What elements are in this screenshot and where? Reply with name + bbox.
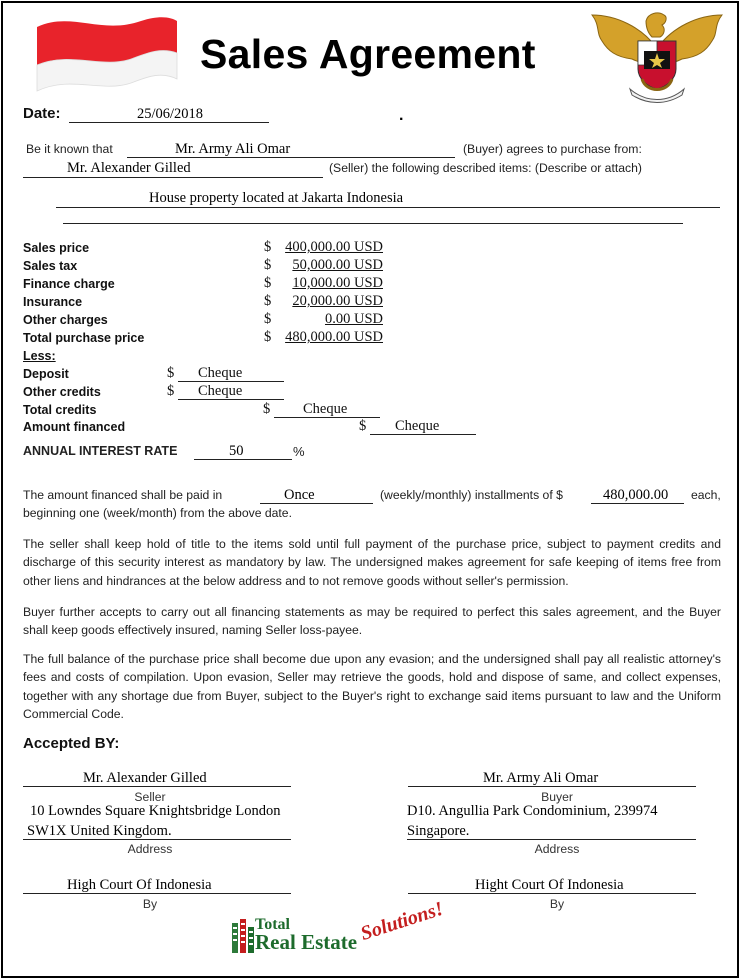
seller-role: Seller [134,790,166,804]
paragraph-financing: Buyer further accepts to carry out all financing statements as may be required to perfect this sales agreement, and the Buyer shall keep goods effectively insured, naming Seller loss-payee. [23,605,721,638]
real-estate-logo [229,897,459,967]
installments-prefix: The amount financed shall be paid in [23,488,223,502]
buyer-by: Hight Court Of Indonesia [475,877,624,893]
cost-label: Total purchase price [23,331,145,345]
paragraph-default: The full balance of the purchase price shall become due upon any evasion; and the undersigned shall pay all realistic attorney's fees and costs of compilation. Upon evasion, Seller may retrieve the goods, hold and dispose of same, and collect expenses, together with any shortage due from Buyer, subject to the Buyer's right to exchange said items pursuant to law and the Uniform Commercial Code. [23,652,721,721]
document-page [1,1,739,978]
cost-amount: 480,000.00 USD [285,329,383,345]
less-label: Less: [23,349,56,363]
cost-amount: 20,000.00 USD [292,293,383,309]
item-line-1 [56,207,720,208]
buyer-address-label: Address [534,842,580,856]
seller-address-line2: SW1X United Kingdom. [27,823,172,839]
date-value: 25/06/2018 [137,106,204,122]
total-credits-value: Cheque [303,401,348,417]
installments-frequency-line [260,503,373,504]
intro-seller-suffix: (Seller) the following described items: (Describe or attach) [329,161,642,175]
total-credits-label: Total credits [23,403,97,417]
indonesia-flag-icon [31,9,181,95]
seller-name: Mr. Alexander Gilled [83,770,207,786]
cost-currency: $ [264,311,272,327]
paragraph-title-retention: The seller shall keep hold of title to the items sold until full payment of the purchase price, subject to payment credits and discharge of this security interest as mandatory by law. The undersigned makes agreement for safe keeping of items free from other liens and hindrances at the below address and to not remove goods without seller's permission. [23,537,721,588]
installments-suffix: each, [691,488,721,502]
intro-known-text: Be it known that [26,142,113,156]
cost-amount: 10,000.00 USD [292,275,383,291]
buyer-address-line2: Singapore. [407,823,470,839]
cost-amount: 400,000.00 USD [285,239,383,255]
seller-address-label: Address [127,842,173,856]
interest-value: 50 [229,443,244,459]
installments-amount: 480,000.00 [603,487,669,503]
logo-line1: Total [255,916,290,933]
seller-name-line [23,177,323,178]
garuda-emblem-icon [586,7,728,107]
cost-currency: $ [264,293,272,309]
deposit-label: Deposit [23,367,69,381]
intro-buyer-name: Mr. Army Ali Omar [175,141,291,157]
cost-currency: $ [264,275,272,291]
cost-label: Finance charge [23,277,115,291]
deposit-currency: $ [167,365,175,381]
other-credits-value: Cheque [198,383,243,399]
cost-currency: $ [264,257,272,273]
cost-label: Other charges [23,313,108,327]
other-credits-label: Other credits [23,385,101,399]
logo-line2: Real Estate [255,930,358,954]
deposit-value: Cheque [198,365,243,381]
date-label: Date: [23,105,61,122]
building-icon [231,919,255,953]
cost-amount: 50,000.00 USD [292,257,383,273]
cost-currency: $ [264,329,272,345]
buyer-name: Mr. Army Ali Omar [483,770,599,786]
interest-unit: % [293,444,305,459]
cost-label: Insurance [23,295,83,309]
seller-address-line1: 10 Lowndes Square Knightsbridge London [30,803,281,819]
buyer-by-label: By [549,897,565,911]
logo-script: Solutions! [357,897,447,946]
installments-line2: beginning one (week/month) from the above date. [23,506,292,520]
installments-frequency: Once [284,487,315,503]
item-description: House property located at Jakarta Indonesia [149,190,404,206]
dot-mark: . [399,107,404,124]
total-credits-currency: $ [263,401,271,417]
intro-buyer-suffix: (Buyer) agrees to purchase from: [463,142,642,156]
buyer-address-line1: D10. Angullia Park Condominium, 239974 [407,803,658,819]
cost-label: Sales price [23,241,90,255]
cost-amount: 0.00 USD [324,311,383,327]
cost-currency: $ [264,239,272,255]
other-credits-currency: $ [167,383,175,399]
cost-label: Sales tax [23,259,78,273]
page-title: Sales Agreement [200,31,536,77]
seller-by: High Court Of Indonesia [67,877,212,893]
amount-financed-currency: $ [359,418,367,434]
item-line-2 [63,223,683,224]
interest-label: ANNUAL INTEREST RATE [23,444,178,458]
buyer-role: Buyer [541,790,573,804]
intro-seller-name: Mr. Alexander Gilled [67,160,191,176]
amount-financed-value: Cheque [395,418,440,434]
accepted-heading: Accepted BY: [23,735,120,752]
amount-financed-label: Amount financed [23,420,126,434]
seller-by-label: By [142,897,158,911]
installments-middle: (weekly/monthly) installments of $ [380,488,563,502]
